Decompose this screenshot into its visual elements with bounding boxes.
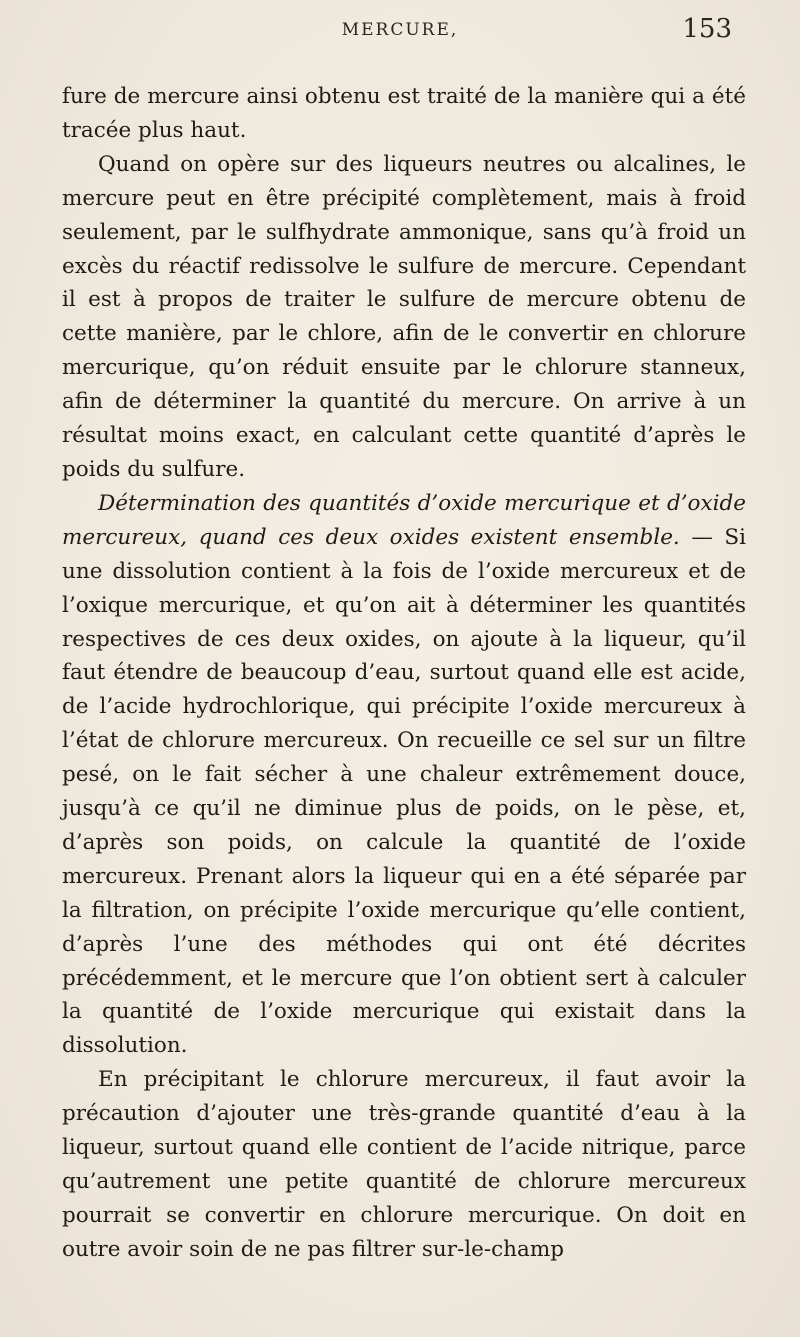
section-heading: Détermination des quantités d’oxide mercurique et d’oxide mercureux, quand ces deux oxides existent ensemble. (62, 490, 746, 550)
paragraph-continuation: fure de mercure ainsi obtenu est traité de la manière qui a été tracée plus haut. (62, 84, 746, 143)
body-text (62, 80, 746, 1267)
paragraph-determination (62, 487, 746, 1063)
section-text: — Si une dissolution contient à la fois de l’oxide mercureux et de l’oxique mercurique, et qu’on ait à déterminer les quantités respectives de ces deux oxides, on ajoute à la liqueur, qu’il faut étendre de beaucoup d’eau, surtout quand elle est acide, de l’acide hydrochlorique, qui précipite l’oxide mercureux à l’état de chlorure mercureux. On recueille ce sel sur un filtre pesé, on le fait sécher à une chaleur extrêmement douce, jusqu’à ce qu’il ne diminue plus de poids, on le pèse, et, d’après son poids, on calcule la quantité de l’oxide mercureux. Prenant alors la liqueur qui en a été séparée par la filtration, on précipite l’oxide mercurique qu’elle contient, d’après l’une des méthodes qui ont été décrites précédemment, et le mercure que l’on obtient sert à calculer la quantité de l’oxide mercurique qui existait dans la dissolution. (62, 524, 746, 1059)
page-number: 153 (682, 14, 732, 44)
running-head: MERCURE, (341, 20, 459, 40)
paragraph-sulfhydrate: Quand on opère sur des liqueurs neutres ou alcalines, le mercure peut en être précipité complètement, mais à froid seulement, par le sulfhydrate ammonique, sans qu’à froid un excès du réactif redissolve le sulfure de mercure. Cependant il est à propos de traiter le sulfure de mercure obtenu de cette manière, par le chlore, afin de le convertir en chlorure mercurique, qu’on réduit ensuite par le chlorure stanneux, afin de déterminer la quantité du mercure. On arrive à un résultat moins exact, en calculant cette quantité d’après le poids du sulfure. (62, 151, 746, 482)
page-header (0, 14, 800, 50)
paragraph-precaution: En précipitant le chlorure mercureux, il faut avoir la précaution d’ajouter une très-grande quantité d’eau à la liqueur, surtout quand elle contient de l’acide nitrique, parce qu’autrement une petite quantité de chlorure mercureux pourrait se convertir en chlorure mercurique. On doit en outre avoir soin de ne pas filtrer sur-le-champ (62, 1067, 746, 1262)
